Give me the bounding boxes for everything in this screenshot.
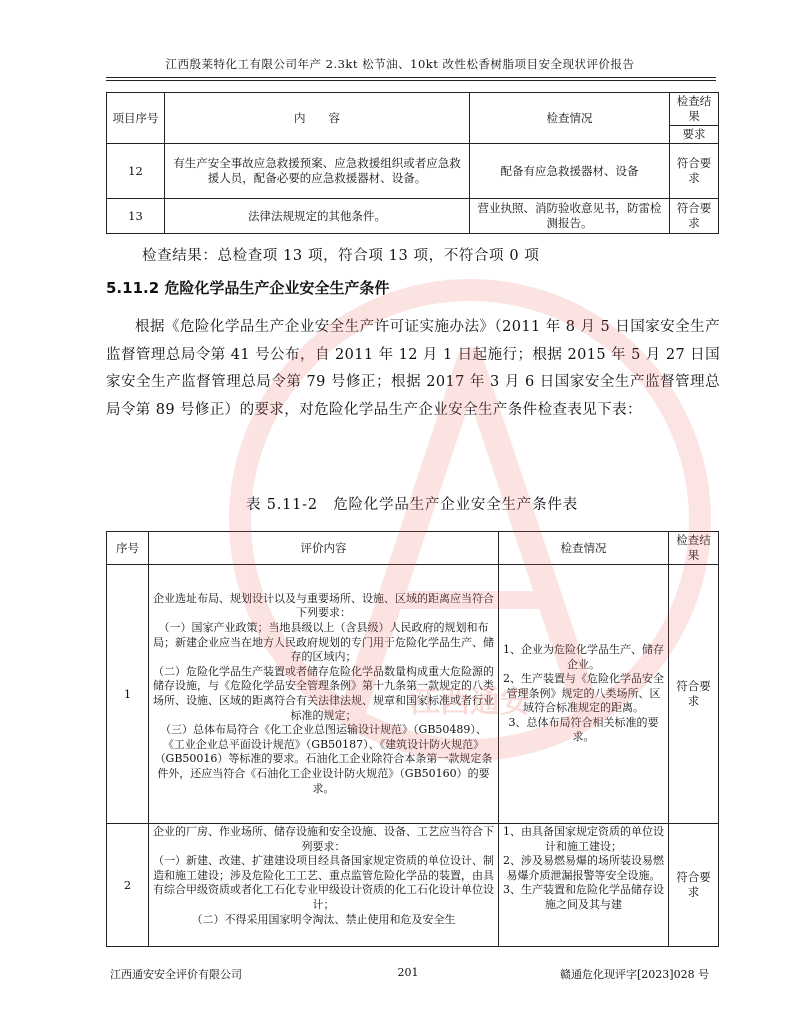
row-check: 配备有应急救援器材、设备	[470, 144, 670, 199]
row-content: 法律法规规定的其他条件。	[165, 199, 470, 234]
header-seq: 项目序号	[107, 93, 165, 144]
header-result: 检查结果	[669, 532, 719, 565]
section-title: 5.11.2 危险化学品生产企业安全生产条件	[106, 279, 390, 297]
table-caption: 表 5.11-2 危险化学品生产企业安全生产条件表	[245, 497, 579, 513]
header-result-cont: 要求	[670, 126, 719, 144]
row-content: 企业选址布局、规划设计以及与重要场所、设施、区域的距离应当符合下列要求： （一）国家产业政策；当地县级以上（含县级）人民政府的规划和布局；新建企业应当在地方人民政府规划的专门用于危险化学品生产、储存的区域内； （二）危险化学品生产装置或者储存危险化学品数量构成重大危险源的储存设施，与《危险化学品安全管理条例》第十九条第一款规定的八类场所、设施、区域的距离符合有关法律法规、规章和国家标准或者行业标准的规定； （三）总体布局符合《化工企业总图运输设计规范》（GB50489）、《工业企业总平面设计规范》（GB50187）、《建筑设计防火规范》（GB50016）等标准的要求。石油化工企业除符合本条第一款规定条件外，还应当符合《石油化工企业设计防火规范》（GB50160）的要求。	[149, 565, 499, 824]
footer-page-number: 201	[397, 966, 419, 979]
table-header-row	[107, 532, 719, 565]
table-row	[107, 565, 719, 824]
footer-report-number: 赣通危化现评字[2023]028 号	[560, 968, 710, 981]
row-check: 1、企业为危险化学品生产、储存企业。 2、生产装置与《危险化学品安全管理条例》规定的八类场所、区域符合标准规定的距离。 3、总体布局符合相关标准的要求。	[499, 565, 669, 824]
table-row	[107, 824, 719, 947]
row-seq: 13	[107, 199, 165, 234]
row-content: 有生产安全事故应急救援预案、应急救援组织或者应急救援人员，配备必要的应急救援器材、设备。	[165, 144, 470, 199]
header-check: 检查情况	[470, 93, 670, 144]
row-content: 企业的厂房、作业场所、储存设施和安全设施、设备、工艺应当符合下列要求： （一）新建、改建、扩建建设项目经具备国家规定资质的单位设计、制造和施工建设；涉及危险化工工艺、重点监管危险化学品的装置，由具有综合甲级资质或者化工石化专业甲级设计资质的化工石化设计单位设计； （二）不得采用国家明令淘汰、禁止使用和危及安全生	[149, 824, 499, 947]
row-seq: 2	[107, 824, 149, 947]
table-application-conditions	[106, 92, 719, 234]
table-row	[107, 144, 719, 199]
row-seq: 12	[107, 144, 165, 199]
header-check: 检查情况	[499, 532, 669, 565]
check-summary: 检查结果：总检查项 13 项，符合项 13 项，不符合项 0 项	[142, 248, 540, 264]
footer-company: 江西通安安全评价有限公司	[110, 968, 242, 981]
row-result: 符合要求	[669, 824, 719, 947]
body-paragraph: 根据《危险化学品生产企业安全生产许可证实施办法》（2011 年 8 月 5 日国家安全生产监督管理总局令第 41 号公布，自 2011 年 12 月 1 日起施行；根据 2015 年 5 月 27 日国家安全生产监督管理总局令第 79 号修正；根据 2017 年 3 月 6 日国家安全生产监督管理总局令第 89 号修正）的要求，对危险化学品生产企业安全生产条件检查表见下表：	[106, 319, 720, 418]
header-content: 内 容	[165, 93, 470, 144]
watermark-text: 江西通安	[410, 685, 530, 720]
row-result: 符合要求	[670, 144, 719, 199]
header-rule	[106, 77, 716, 81]
row-check: 营业执照、消防验收意见书，防雷检测报告。	[470, 199, 670, 234]
header-result: 检查结果	[670, 93, 719, 126]
header-seq: 序号	[107, 532, 149, 565]
header-content: 评价内容	[149, 532, 499, 565]
row-result: 符合要求	[669, 565, 719, 824]
table-safety-conditions	[106, 531, 719, 947]
table-header-row	[107, 93, 719, 126]
row-result: 符合要求	[670, 199, 719, 234]
row-check: 1、由具备国家规定资质的单位设计和施工建设； 2、涉及易燃易爆的场所装设易燃易爆介质泄漏报警等安全设施。 3、生产装置和危险化学品储存设施之间及其与建	[499, 824, 669, 947]
table-row	[107, 199, 719, 234]
header-title: 江西殷莱特化工有限公司年产 2.3kt 松节油、10kt 改性松香树脂项目安全现状评价报告	[165, 57, 635, 71]
row-seq: 1	[107, 565, 149, 824]
